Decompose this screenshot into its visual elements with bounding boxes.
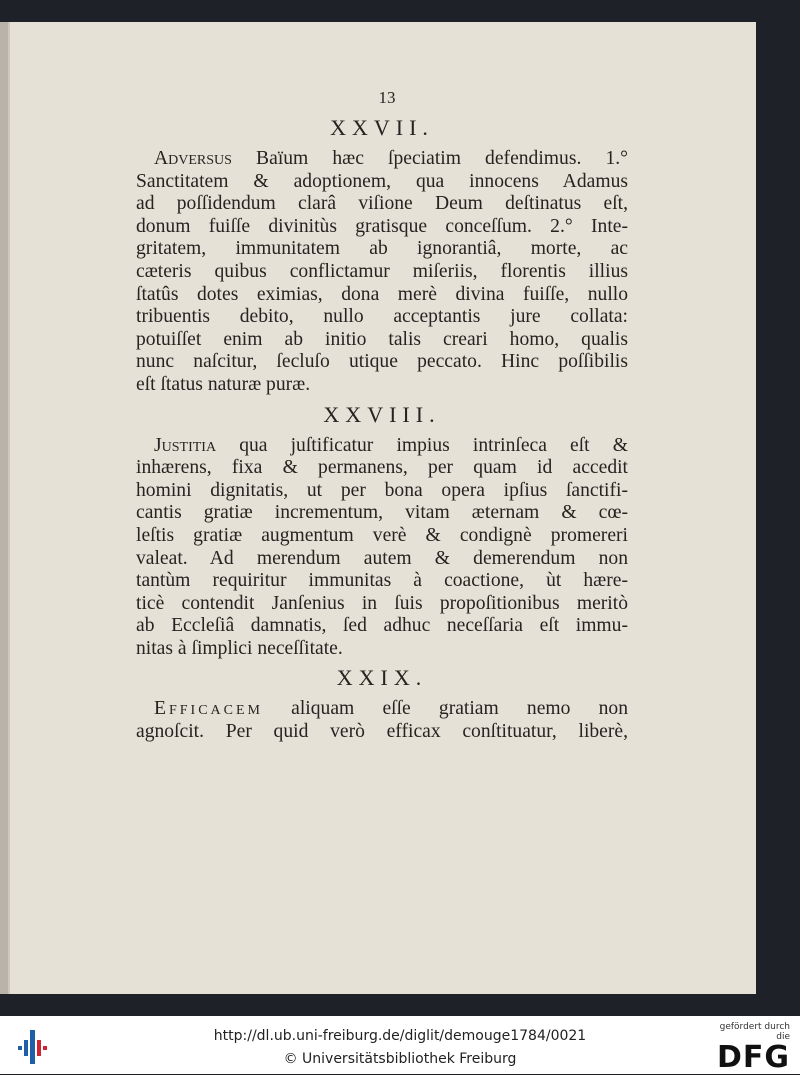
paragraph-line: tribuentis debito, nullo acceptantis jure collata: — [136, 306, 628, 328]
paragraph-line: ab Eccleſiâ damnatis, ſed adhuc neceſſaria eſt immu- — [136, 615, 628, 637]
paragraph-line: donum fuiſſe divinitùs gratisque conceſſum. 2.° Inte- — [136, 215, 628, 237]
section-heading-xxix: XXIX. — [336, 665, 428, 691]
viewer-footer — [0, 1016, 800, 1074]
book-page — [8, 22, 756, 994]
book-gutter — [0, 22, 8, 994]
paragraph-line: Sanctitatem & adoptionem, qua innocens Adamus — [136, 170, 628, 192]
lead-word: Efficacem — [154, 698, 263, 720]
paragraph-line: cæteris quibus conflictamur miſeriis, florentis illius — [136, 260, 628, 282]
permalink-url[interactable]: http://dl.ub.uni-freiburg.de/diglit/demouge1784/0021 — [213, 1028, 587, 1044]
paragraph-line: nunc naſcitur, ſecluſo utique peccato. Hinc poſſibilis — [136, 351, 628, 373]
paragraph-line — [136, 148, 628, 171]
section-paragraph-xxix — [136, 698, 628, 743]
copyright-notice: © Universitätsbibliothek Freiburg — [283, 1051, 517, 1067]
paragraph-line: inhærens, fixa & permanens, per quam id accedit — [136, 457, 628, 479]
paragraph-line: gritatem, immunitatem ab ignorantiâ, morte, ac — [136, 238, 628, 260]
paragraph-line: eſt ſtatus naturæ puræ. — [136, 373, 311, 395]
dfg-logo-text: DFG — [716, 1040, 790, 1075]
page-text-column — [136, 88, 628, 744]
line-text: aliquam eſſe gratiam nemo non — [263, 698, 628, 720]
paragraph-line: nitas à ſimplici neceſſitate. — [136, 637, 343, 659]
paragraph-line: ticè contendit Janſenius in ſuis propoſitionibus meritò — [136, 592, 628, 614]
paragraph-line: ſtatûs dotes eximias, dona merè divina fuiſſe, nullo — [136, 283, 628, 305]
lead-word: Adversus — [154, 148, 232, 169]
section-paragraph-xxvii — [136, 148, 628, 397]
paragraph-line: potuiſſet enim ab initio talis creari homo, qualis — [136, 328, 628, 350]
paragraph-line: valeat. Ad merendum autem & demerendum non — [136, 547, 628, 569]
paragraph-line: tantùm requiritur immunitas à coactione, ùt hære- — [136, 570, 628, 592]
paragraph-line — [136, 435, 628, 458]
dfg-funding-text: gefördert durch die — [719, 1022, 790, 1042]
paragraph-line: agnoſcit. Per quid verò efficax conſtituatur, liberè, — [136, 721, 628, 743]
lead-word: Justitia — [154, 434, 217, 456]
paragraph-line: ad poſſidendum clarâ viſione Deum deſtinatus eſt, — [136, 193, 628, 215]
paragraph-line — [136, 698, 628, 721]
line-text: Baïum hæc ſpeciatim defendimus. 1.° — [231, 148, 628, 169]
page-number: 13 — [378, 88, 396, 107]
paragraph-line: cantis gratiæ incrementum, vitam æternam & cœ- — [136, 502, 628, 524]
paragraph-line: homini dignitatis, ut per bona opera ipſius ſanctifi- — [136, 479, 628, 501]
dfg-logo[interactable] — [704, 1022, 790, 1075]
paragraph-line: leſtis gratiæ augmentum verè & condignè promereri — [136, 524, 628, 546]
section-heading-xxvii: XXVII. — [330, 115, 434, 140]
line-text: qua juſtificatur impius intrinſeca eſt & — [216, 434, 628, 456]
section-heading-xxviii: XXVIII. — [323, 401, 441, 427]
section-paragraph-xxviii — [136, 435, 628, 661]
